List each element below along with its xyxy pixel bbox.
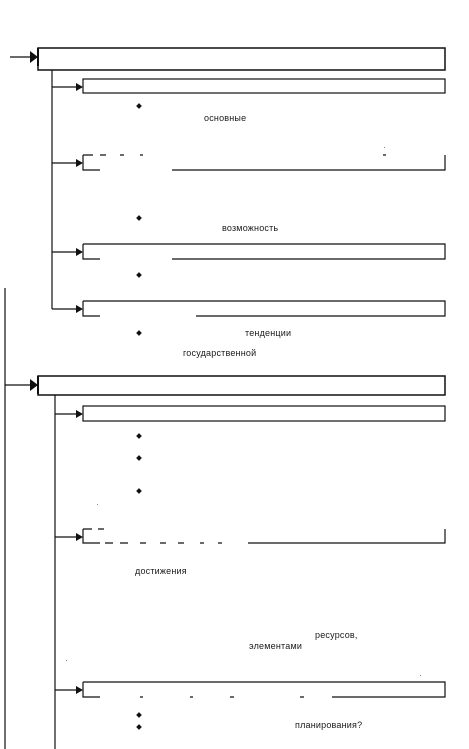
word-tendentsii: тенденции	[245, 328, 292, 338]
word-elementami: элементами	[249, 641, 303, 651]
upper-sub-box-1	[52, 79, 445, 93]
word-resursov: ресурсов,	[315, 630, 358, 640]
sub-box	[83, 682, 445, 697]
lower-sub-box-1	[55, 406, 445, 421]
word-planirovaniya: планирования?	[295, 720, 363, 730]
sub-box	[83, 155, 445, 170]
lower-sub-box-2	[55, 529, 445, 543]
upper-block	[10, 48, 445, 316]
upper-main-box	[38, 48, 445, 70]
sub-box	[83, 406, 445, 421]
sub-box	[83, 79, 445, 93]
sub-box	[83, 301, 445, 316]
sub-arrowhead	[76, 83, 83, 91]
lower-sub-box-3	[55, 682, 445, 697]
upper-entry-arrowhead	[30, 51, 38, 63]
upper-sub-box-3	[52, 244, 445, 259]
sub-box	[83, 244, 445, 259]
sub-arrowhead	[76, 410, 83, 418]
upper-sub-box-4	[52, 301, 445, 316]
sub-arrowhead	[76, 533, 83, 541]
sub-box	[83, 529, 445, 543]
sub-arrowhead	[76, 248, 83, 256]
word-gosudarstvennoy: государственной	[183, 348, 257, 358]
sub-arrowhead	[76, 305, 83, 313]
word-osnovnye: основные	[204, 113, 247, 123]
word-vozmozhnosti: возможность	[222, 223, 279, 233]
lower-entry-arrowhead	[30, 379, 38, 391]
sub-arrowhead	[76, 159, 83, 167]
lower-block	[5, 376, 445, 749]
lower-main-box	[38, 376, 445, 395]
upper-sub-box-2	[52, 155, 445, 170]
word-dostizheniya: достижения	[135, 566, 187, 576]
sub-arrowhead	[76, 686, 83, 694]
